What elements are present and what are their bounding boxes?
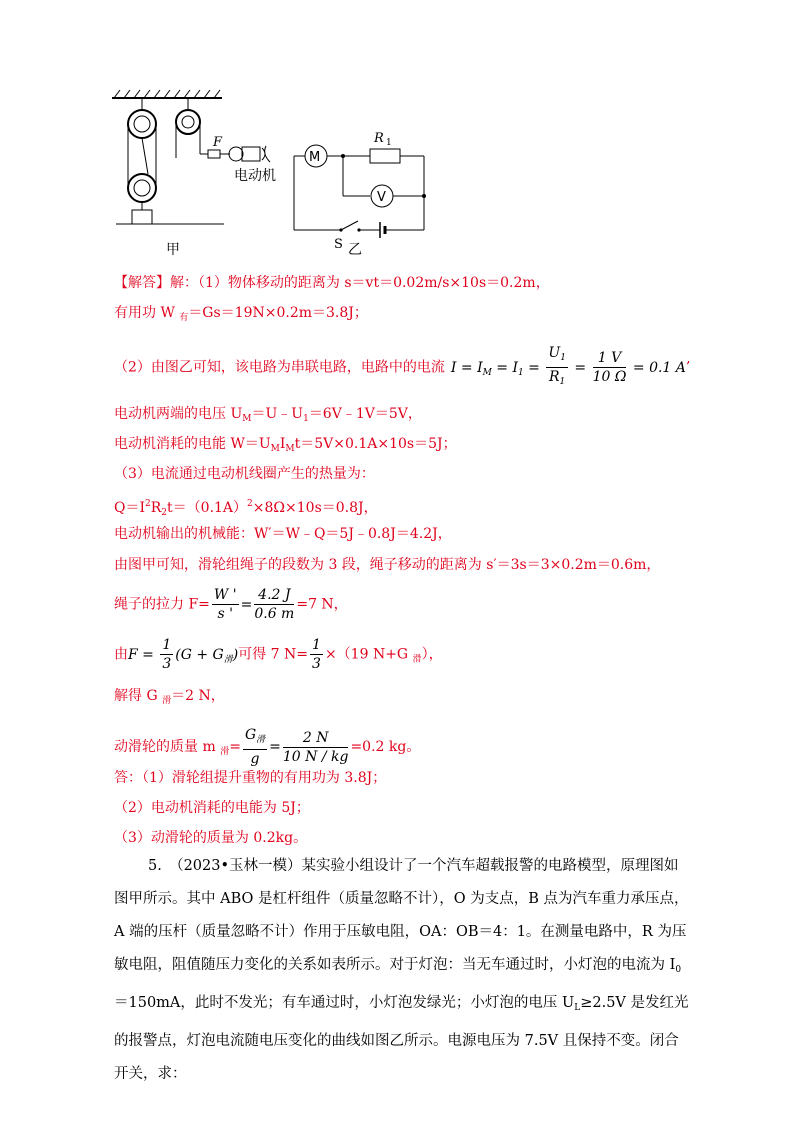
resistor-subscript: 1: [386, 138, 392, 148]
answer-line-2: （2）电动机消耗的电能为 5J；: [114, 800, 310, 816]
answer-line-1: 答：（1）滑轮组提升重物的有用功为 3.8J；: [114, 770, 387, 786]
answer-line-3: （3）动滑轮的质量为 0.2kg。: [114, 830, 308, 846]
pulley-and-circuit-diagram: [112, 88, 442, 256]
solution-line-12: 解得 G $_滑$＝2 N，: [114, 688, 225, 706]
solution-line-3: （2）由图乙可知，该电路为串联电路，电路中的电流 $I = I_M = I_1$ = $\frac{U_1}{R_1}$ = $\frac{1 V}{10 \Omega}$ = 0.1 A’: [114, 344, 690, 391]
figure-jia-label: 甲: [166, 242, 180, 256]
voltmeter-label: V: [377, 190, 386, 205]
solution-line-7: $Q=I^2R_2t=(0.1A)^2\times 8\Omega\times 10s=0.8J$，: [114, 499, 378, 518]
motor-label: 电动机: [234, 168, 276, 184]
problem-5-paragraph: 5. （2023•玉林一模）某实验小组设计了一个汽车超载报警的电路模型，原理图如图甲所示。其中 ABO 是杠杆组件（质量忽略不计），O 为支点，B 点为汽车重力承压点，A 端的压杆（质量忽略不计）作用于压敏电阻，OA：OB＝4：1。在测量电路中，R 为压敏电阻，阻值随压力变化的关系如表所示。对于灯泡：当无车通过时，小灯泡的电流为 $I_0=150mA$，此时不发光；有车通过时，小灯泡发绿光；小灯泡的电压 $U_L\ge 2.5V$ 是发红光的报警点，灯泡电流随电压变化的曲线如图乙所示。电源电压为 7.5V 且保持不变。闭合开关，求：: [114, 858, 689, 1082]
solution-line-10: 绳子的拉力 F= $\frac{W '}{s '}$ = $\frac{4.2 J}{0.6 m}$ =7 N，: [114, 587, 348, 622]
current-fraction: $\frac{U_1}{R_1}$: [548, 345, 566, 387]
solution-line-1: 【解答】解：（1）物体移动的距离为 s＝vt＝0.02m/s×10s＝0.2m，: [114, 275, 550, 291]
solution-line-6: （3）电流通过电动机线圈产生的热量为：: [114, 466, 375, 482]
solution-line-11: 由F = $\frac{1}{3}$ $(G + G_滑)$可得 7 N= $\frac{1}{3}$ ×（19 N+G $_滑$），: [114, 637, 443, 672]
resistor-label: R: [374, 131, 384, 146]
solution-line-8: 电动机输出的机械能：W′＝W﹣Q＝5J﹣0.8J＝4.2J，: [114, 526, 452, 542]
solution-line-5: 电动机消耗的电能 $W=U_MI_Mt=5V\times 0.1A\times 10s=5J$；: [114, 436, 457, 454]
solution-line-13: 动滑轮的质量 m $_滑$= $\frac{G_滑}{g}$ = $\frac{2 N}{10 N / kg}$ =0.2 kg。: [114, 727, 421, 767]
physics-figure: [112, 88, 442, 256]
solution-line-2: 有用功 W $_有$＝Gs＝19N×0.2m＝3.8J；: [114, 305, 368, 323]
solution-line-9: 由图甲可知，滑轮组绳子的段数为 3 段，绳子移动的距离为 s′＝3s＝3×0.2m＝0.6m，: [114, 557, 661, 573]
figure-yi-label: 乙: [348, 242, 362, 256]
switch-label: S: [334, 237, 343, 252]
force-label: F: [213, 135, 223, 150]
solution-line-4: 电动机两端的电压 $U_M=U﹣U_1=6V﹣1V=5V$，: [114, 406, 422, 424]
motor-symbol-label: M: [309, 150, 321, 165]
